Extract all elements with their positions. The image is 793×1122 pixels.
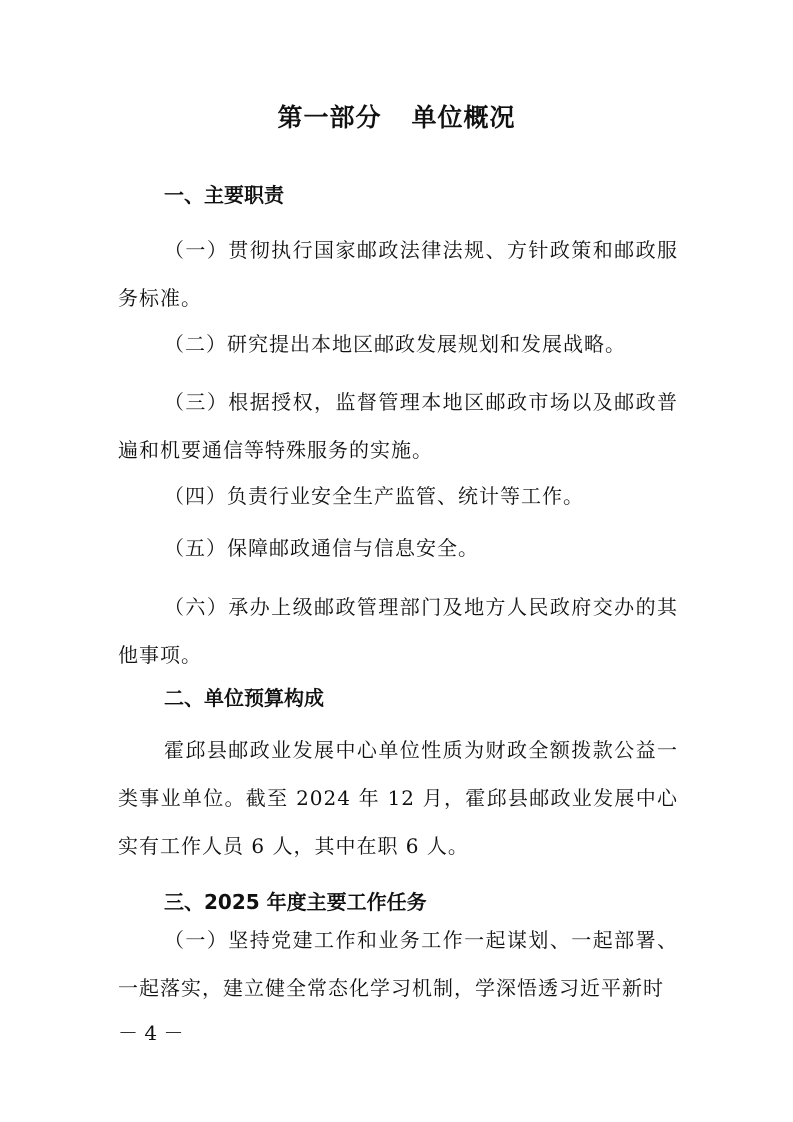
duty-item: （五）保障邮政通信与信息安全。 (164, 536, 479, 560)
task-item: （一）坚持党建工作和业务工作一起谋划、一起部署、一起落实，建立健全常态化学习机制，学深悟透习近平新时 (118, 928, 678, 1000)
duty-item: （六）承办上级邮政管理部门及地方人民政府交办的其他事项。 (118, 595, 678, 667)
title-part: 第一部分 (277, 103, 382, 132)
duty-item: （四）负责行业安全生产监管、统计等工作。 (164, 484, 584, 508)
duty-item: （三）根据授权，监督管理本地区邮政市场以及邮政普遍和机要通信等特殊服务的实施。 (118, 390, 678, 462)
duty-item: （一）贯彻执行国家邮政法律法规、方针政策和邮政服务标准。 (118, 238, 678, 310)
title-name: 单位概况 (411, 103, 516, 132)
page-number: － 4 － (118, 1021, 184, 1045)
section-heading-duties: 一、主要职责 (164, 183, 284, 207)
budget-paragraph: 霍邱县邮政业发展中心单位性质为财政全额拨款公益一类事业单位。截至 2024 年 12 月，霍邱县邮政业发展中心实有工作人员 6 人，其中在职 6 人。 (118, 738, 678, 858)
section-heading-tasks: 三、2025 年度主要工作任务 (164, 890, 427, 914)
page-title (0, 100, 793, 136)
duty-item: （二）研究提出本地区邮政发展规划和发展战略。 (164, 332, 626, 356)
section-heading-budget: 二、单位预算构成 (164, 686, 324, 710)
